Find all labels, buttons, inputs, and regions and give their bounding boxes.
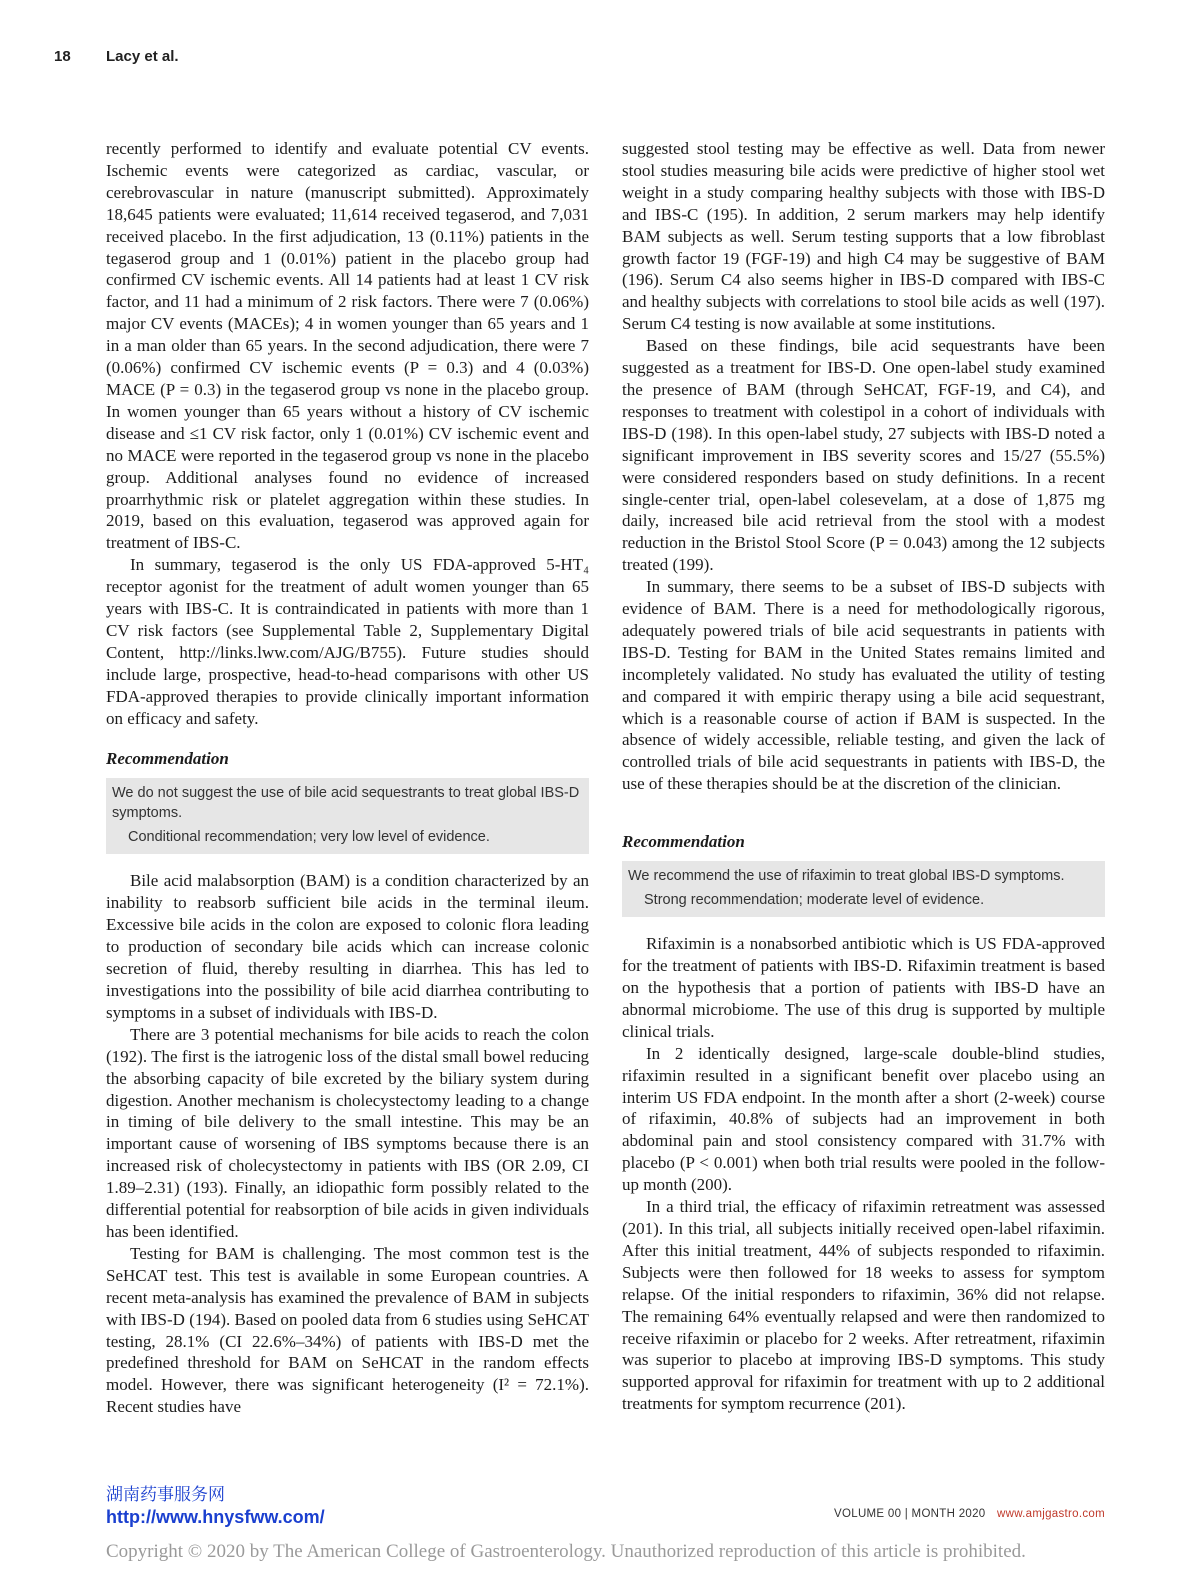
recommendation-text: We do not suggest the use of bile acid sequestrants to treat global IBS-D symptoms. (112, 785, 580, 822)
body-paragraph: Testing for BAM is challenging. The most common test is the SeHCAT test. This test is available in some European countries. A recent meta-analysis has examined the prevalence of BAM in subjects with IBS-D (194). Based on pooled data from 6 studies using SeHCAT testing, 28.1% (CI 22.6%–34%) of patients with IBS-D met the predefined threshold for BAM on SeHCAT in the random effects model. However, there was significant heterogeneity (I² = 72.1%). Recent studies have (106, 1243, 589, 1417)
recommendation-strength: Strong recommendation; moderate level of evidence. (644, 892, 985, 909)
watermark-url[interactable]: http://www.hnysfww.com/ (106, 1507, 325, 1527)
body-paragraph: recently performed to identify and evaluate potential CV events. Ischemic events were categorized as cardiac, vascular, or cerebrovascular in nature (manuscript submitted). Approximately 18,645 patients were evaluated; 11,614 received tegaserod, and 7,031 received placebo. In the first adjudication, 13 (0.11%) patients in the tegaserod group and 1 (0.01%) patient in the placebo group had confirmed CV ischemic events. All 14 patients had at least 1 CV risk factor, and 11 had a minimum of 2 risk factors. There were 7 (0.06%) major CV events (MACEs); 4 in women younger than 65 years and 1 in a man older than 65 years. In the second adjudication, there were 7 (0.06%) confirmed CV ischemic events (P = 0.3) and 4 (0.03%) MACE (P = 0.3) in the tegaserod group vs none in the placebo group. In women younger than 65 years without a history of CV ischemic disease and ≤1 CV risk factor, only 1 (0.01%) CV ischemic event and no MACE were reported in the tegaserod group vs none in the placebo group. Additional analyses found no evidence of increased proarrhythmic risk or platelet aggregation within these studies. In 2019, based on this evaluation, tegaserod was approved again for treatment of IBS-C. (106, 139, 589, 553)
footer-website-link[interactable]: www.amjgastro.com (997, 1508, 1105, 1520)
body-paragraph: In summary, tegaserod is the only US FDA-approved 5-HT₄ receptor agonist for the treatment of adult women younger than 65 years with IBS-C. It is contraindicated in patients with more than 1 CV risk factors (see Supplemental Table 2, Supplementary Digital Content, http://links.lww.com/AJG/B755). Future studies should include large, prospective, head-to-head comparisons with other US FDA-approved therapies to provide clinically important information on efficacy and safety. (106, 555, 589, 728)
copyright-notice: Copyright © 2020 by The American College of Gastroenterology. Unauthorized reproduction of this article is prohibited. (106, 1541, 1026, 1562)
body-paragraph: Bile acid malabsorption (BAM) is a condition characterized by an inability to reabsorb sufficient bile acids in the terminal ileum. Excessive bile acids in the colon are exposed to colonic flora leading to production of secondary bile acids which can increase colonic secretion of fluid, thereby resulting in diarrhea. This has led to investigations into the possibility of bile acid diarrhea contributing to symptoms in a subset of individuals with IBS-D. (106, 871, 589, 1022)
watermark-chinese-text: 湖南药事服务网 (106, 1485, 225, 1505)
body-paragraph: In a third trial, the efficacy of rifaximin retreatment was assessed (201). In this trial, all subjects initially received open-label rifaximin. After this initial treatment, 44% of subjects responded to rifaximin. Subjects were then followed for 18 weeks to assess for symptom relapse. Of the initial responders to rifaximin, 36% did not relapse. The remaining 64% eventually relapsed and were then randomized to receive rifaximin or placebo for 2 weeks. After retreatment, rifaximin was superior to placebo at improving IBS-D symptoms. This study supported approval for rifaximin for treatment with up to 2 additional treatments for symptom recurrence (201). (622, 1197, 1105, 1414)
body-paragraph: Rifaximin is a nonabsorbed antibiotic which is US FDA-approved for the treatment of patients with IBS-D. Rifaximin treatment is based on the hypothesis that a portion of patients with IBS-D have an abnormal microbiome. The use of this drug is supported by multiple clinical trials. (622, 934, 1105, 1041)
recommendation-text: We recommend the use of rifaximin to treat global IBS-D symptoms. (628, 868, 1065, 885)
recommendation-heading: Recommendation (622, 832, 745, 852)
footer-journal-info (834, 1508, 1105, 1520)
running-head: Lacy et al. (106, 48, 179, 65)
recommendation-box (106, 778, 589, 854)
footer-volume: VOLUME 00 | MONTH 2020 (834, 1508, 986, 1520)
page-number: 18 (54, 48, 71, 65)
left-column (106, 138, 589, 1418)
body-paragraph: suggested stool testing may be effective as well. Data from newer stool studies measuring bile acids were predictive of higher stool wet weight in a study comparing healthy subjects with those with IBS-D and IBS-C (195). In addition, 2 serum markers may help identify BAM subjects as well. Serum testing supports that a low fibroblast growth factor 19 (FGF-19) and high C4 may be suggestive of BAM (196). Serum C4 also seems higher in IBS-D compared with IBS-C and healthy subjects with correlations to stool bile acids as well (197). Serum C4 testing is now available at some institutions. (622, 139, 1105, 334)
recommendation-strength: Conditional recommendation; very low level of evidence. (128, 829, 490, 846)
recommendation-heading: Recommendation (106, 749, 229, 769)
body-paragraph: There are 3 potential mechanisms for bile acids to reach the colon (192). The first is the iatrogenic loss of the distal small bowel reducing the absorbing capacity of bile excreted by the biliary system during digestion. Another mechanism is cholecystectomy leading to a change in timing of bile delivery to the small intestine. This may be an important cause of worsening of IBS symptoms because there is an increased risk of cholecystectomy in patients with IBS (OR 2.09, CI 1.89–2.31) (193). Finally, an idiopathic form possibly related to the differential potential for reabsorption of bile acids in given individuals has been identified. (106, 1024, 589, 1241)
watermark (106, 1484, 325, 1528)
body-paragraph: In 2 identically designed, large-scale double-blind studies, rifaximin resulted in a significant benefit over placebo using an interim US FDA endpoint. In the month after a short (2-week) course of rifaximin, 40.8% of subjects had an improvement in both abdominal pain and stool consistency compared with 31.7% with placebo (P < 0.001) when both trial results were pooled in the follow-up month (200). (622, 1043, 1105, 1195)
right-column (622, 138, 1105, 1415)
recommendation-box (622, 861, 1105, 917)
body-paragraph: In summary, there seems to be a subset of IBS-D subjects with evidence of BAM. There is a need for methodologically rigorous, adequately powered trials of bile acid sequestrants in patients with IBS-D. Testing for BAM in the United States remains limited and incompletely validated. No study has evaluated the utility of testing and compared it with empiric therapy using a bile acid sequestrant, which is a reasonable course of action if BAM is suspected. In the absence of widely accessible, reliable testing, and given the lack of controlled trials of bile acid sequestrants in patients with IBS-D, the use of these therapies should be at the discretion of the clinician. (622, 577, 1105, 794)
body-paragraph: Based on these findings, bile acid sequestrants have been suggested as a treatment for IBS-D. One open-label study examined the presence of BAM (through SeHCAT, FGF-19, and C4), and responses to treatment with colestipol in a cohort of individuals with IBS-D (198). In this open-label study, 27 subjects with IBS-D noted a significant improvement in IBS severity scores and 15/27 (55.5%) were considered responders based on study definitions. In a recent single-center trial, open-label colesevelam, at a dose of 1,875 mg daily, increased bile acid retrieval from the stool with a modest reduction in the Bristol Stool Score (P = 0.043) among the 12 subjects treated (199). (622, 336, 1105, 575)
